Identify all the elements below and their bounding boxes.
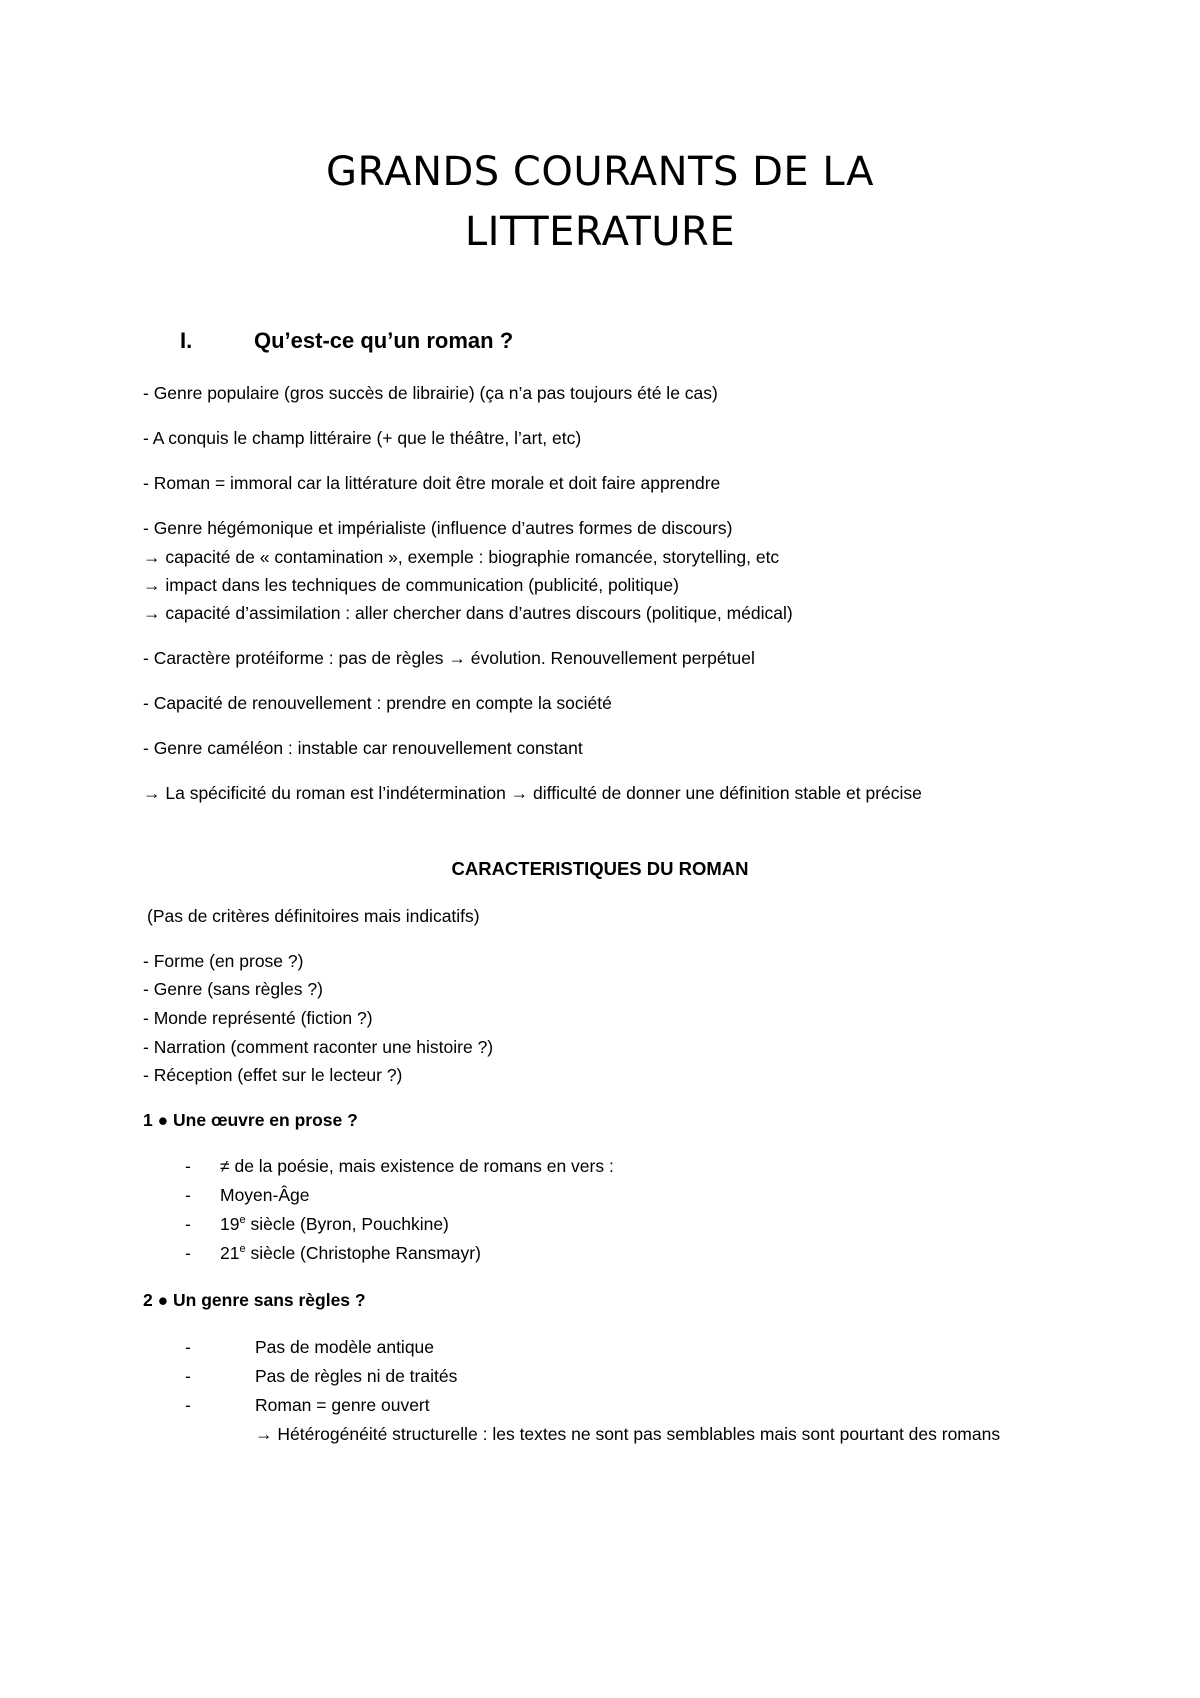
point-2-item-text: Pas de règles ni de traités [255,1366,458,1386]
section-title: Qu’est-ce qu’un roman ? [254,328,514,353]
intro-line: - A conquis le champ littéraire (+ que le théâtre, l’art, etc) [143,428,582,448]
century-suffix: e [239,1243,246,1256]
intro-line: - Genre hégémonique et impérialiste (influence d’autres formes de discours) [143,518,733,538]
point-2-continuation: → Hétérogénéité structurelle : les textes ne sont pas semblables mais sont pourtant des romans [255,1424,1001,1444]
century-number: 21 [220,1243,240,1263]
bullet-dash: - [185,1214,191,1234]
bullet-dash: - [185,1366,191,1386]
point-2-item [185,1391,430,1420]
intro-conclusion: → La spécificité du roman est l’indétermination → difficulté de donner une définition stable et précise [143,783,922,803]
point-1-item [185,1181,310,1210]
point-1-item-text: siècle (Christophe Ransmayr) [245,1243,481,1263]
point-1-item [185,1239,481,1268]
intro-line: - Genre caméléon : instable car renouvellement constant [143,738,583,758]
characteristics-item: - Réception (effet sur le lecteur ?) [143,1065,403,1085]
characteristics-item: - Monde représenté (fiction ?) [143,1008,373,1028]
bullet-dash: - [185,1156,191,1176]
intro-line: - Genre populaire (gros succès de librairie) (ça n’a pas toujours été le cas) [143,383,718,403]
century-number: 19 [220,1214,240,1234]
bullet-dash: - [185,1337,191,1357]
intro-arrow-line: → capacité d’assimilation : aller chercher dans d’autres discours (politique, médical) [143,603,793,623]
point-1-heading: 1 ● Une œuvre en prose ? [143,1110,358,1130]
section-heading [180,328,513,354]
point-1-item-text: siècle (Byron, Pouchkine) [245,1214,449,1234]
characteristics-item: - Forme (en prose ?) [143,951,304,971]
bullet-dash: - [185,1395,191,1415]
point-2-item [185,1333,434,1362]
point-1-item-text: Moyen-Âge [220,1185,310,1205]
intro-line: - Roman = immoral car la littérature doit être morale et doit faire apprendre [143,473,721,493]
intro-line: - Caractère protéiforme : pas de règles → évolution. Renouvellement perpétuel [143,648,755,668]
section-number: I. [180,328,193,353]
characteristics-heading: CARACTERISTIQUES DU ROMAN [451,858,749,879]
characteristics-item: - Narration (comment raconter une histoire ?) [143,1037,494,1057]
document-title-line-2: LITTERATURE [464,209,736,255]
point-1-item [185,1152,614,1181]
characteristics-note: (Pas de critères définitoires mais indicatifs) [147,906,480,926]
document-title-line-1: GRANDS COURANTS DE LA [326,149,874,195]
point-1-item-text: ≠ de la poésie, mais existence de romans en vers : [220,1156,614,1176]
point-2-heading: 2 ● Un genre sans règles ? [143,1290,366,1310]
point-2-item [185,1362,457,1391]
point-1-item [185,1210,449,1239]
characteristics-item: - Genre (sans règles ?) [143,979,323,999]
intro-arrow-line: → capacité de « contamination », exemple : biographie romancée, storytelling, etc [143,547,780,567]
bullet-dash: - [185,1243,191,1263]
point-2-item-text: Pas de modèle antique [255,1337,435,1357]
bullet-dash: - [185,1185,191,1205]
point-2-item-text: Roman = genre ouvert [255,1395,430,1415]
century-suffix: e [239,1214,246,1227]
intro-line: - Capacité de renouvellement : prendre en compte la société [143,693,612,713]
intro-arrow-line: → impact dans les techniques de communication (publicité, politique) [143,575,679,595]
